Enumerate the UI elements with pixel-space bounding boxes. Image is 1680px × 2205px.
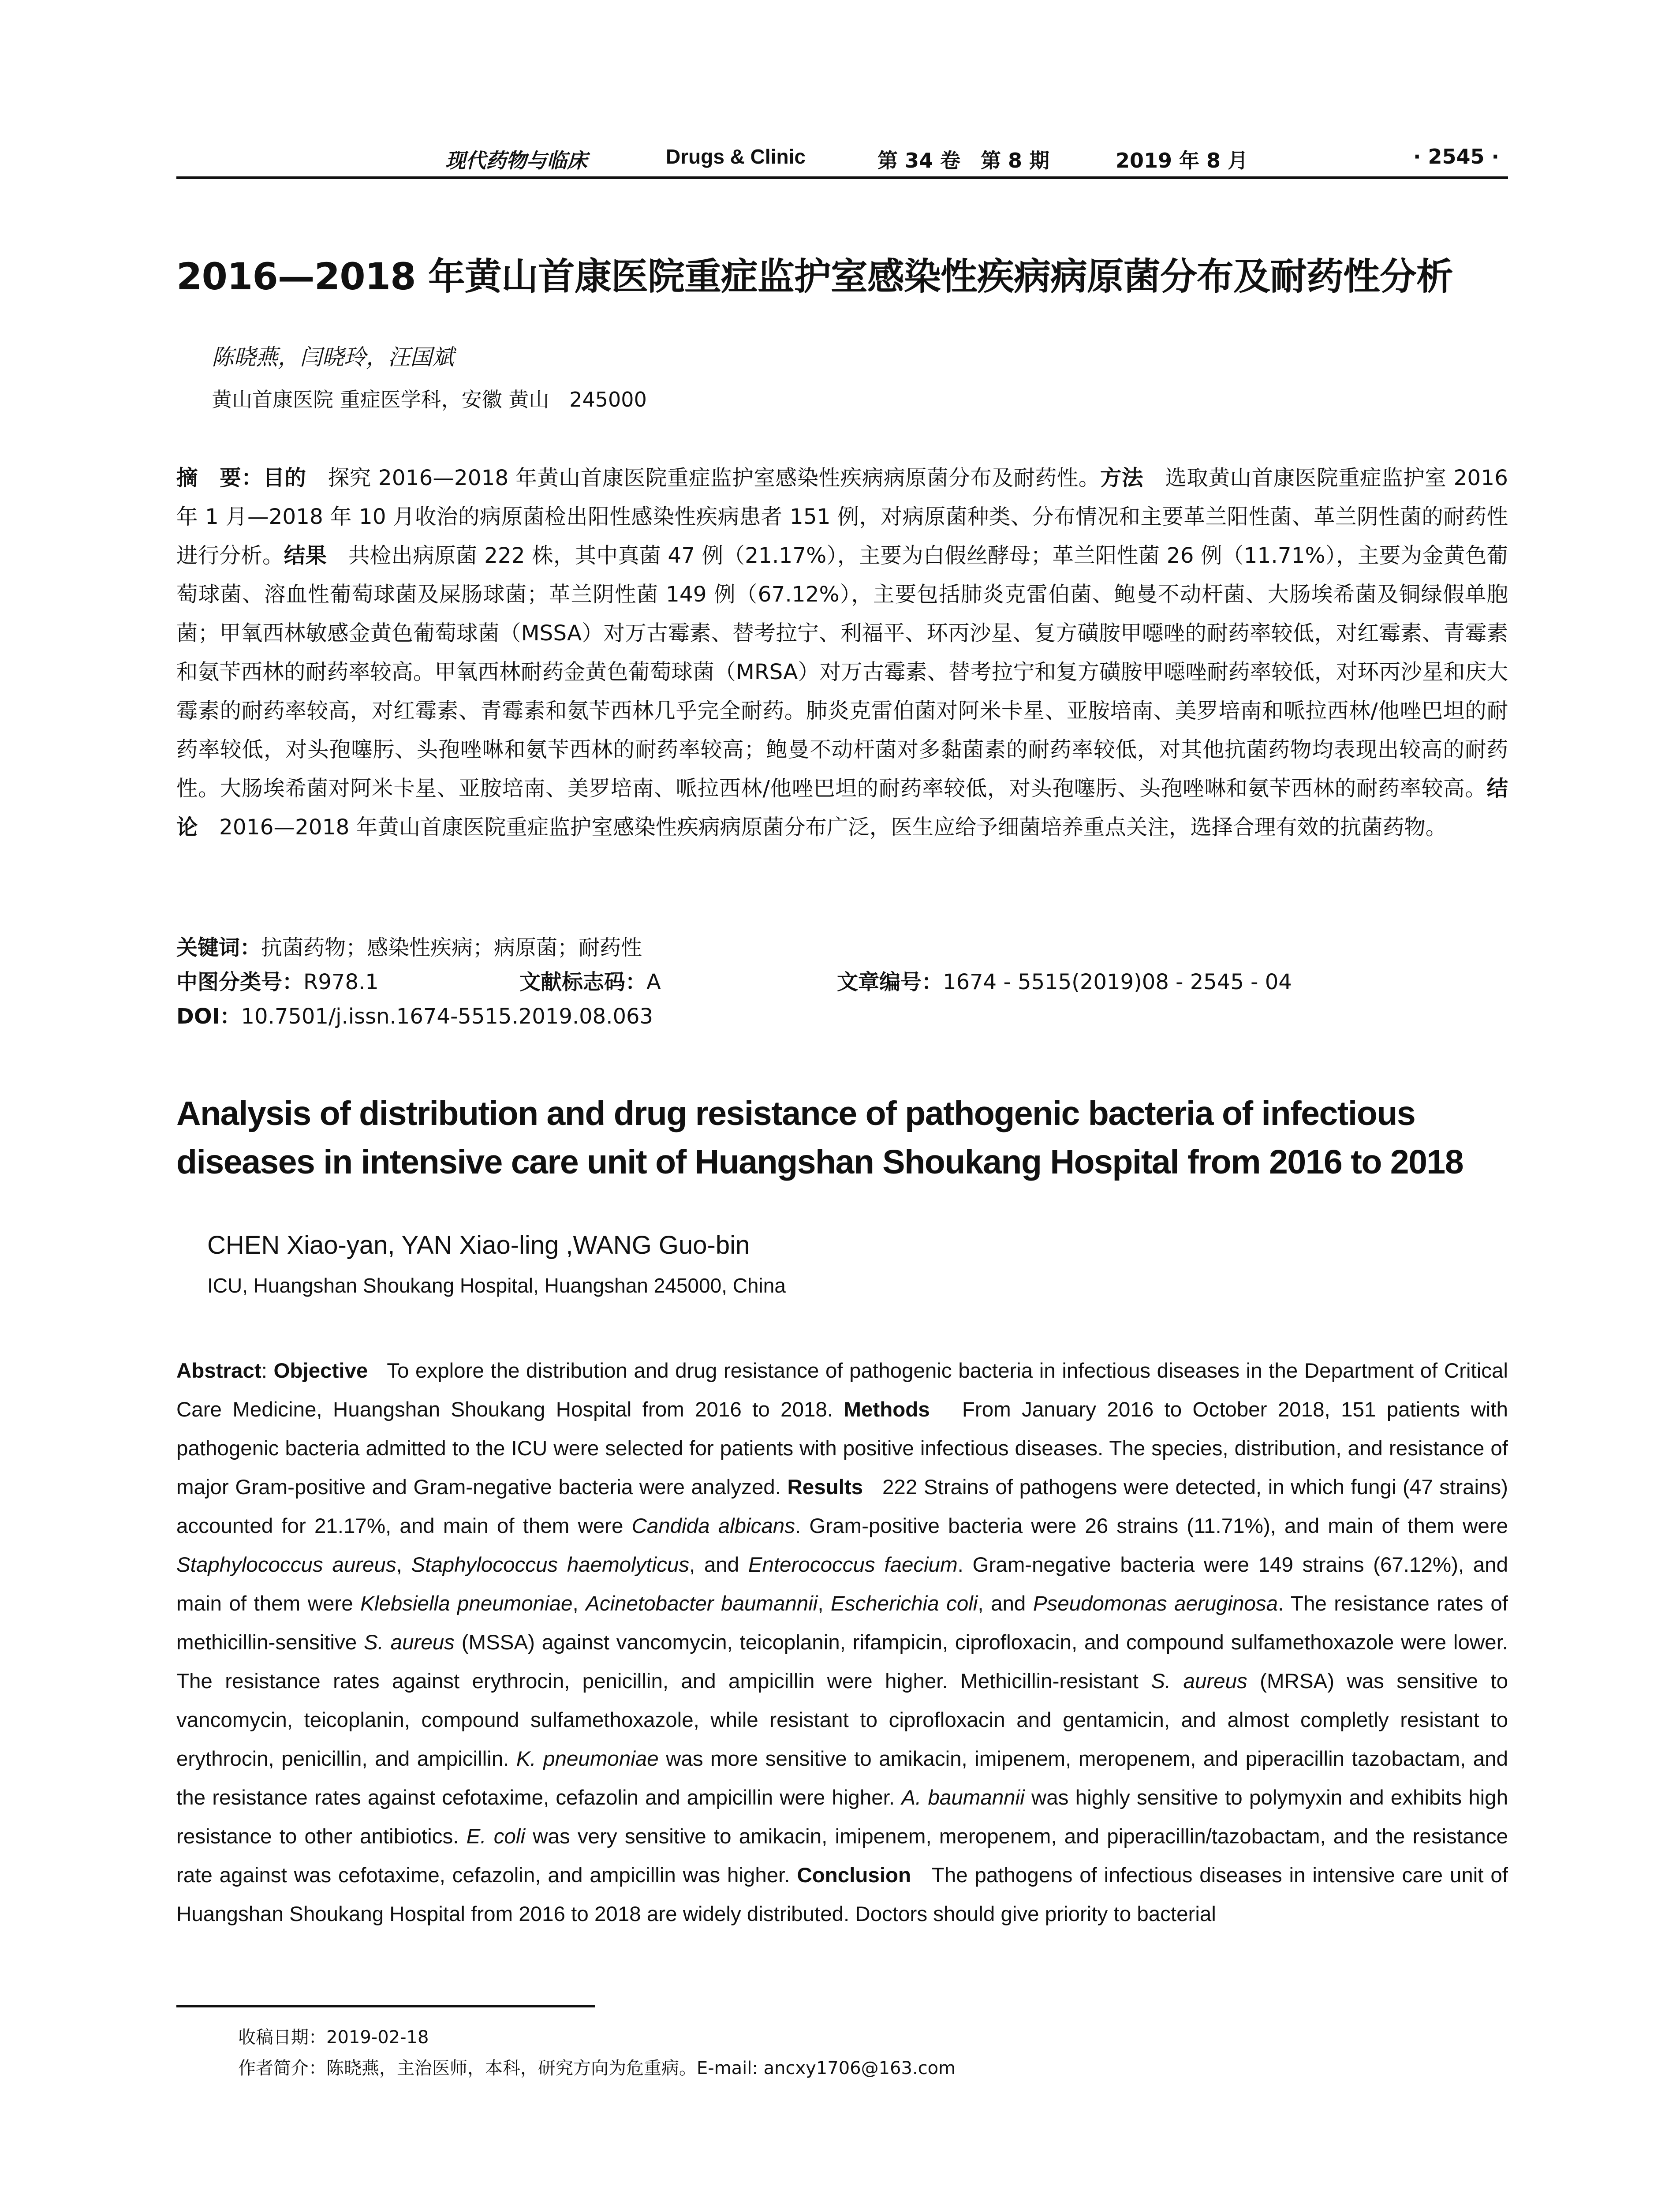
title-en-line-2: diseases in intensive care unit of Huangshan Shoukang Hospital from 2016 to 2018 — [176, 1143, 1463, 1181]
doc-code-value: A — [646, 970, 661, 994]
journal-name-en: Drugs & Clinic — [666, 145, 806, 168]
keywords-label: 关键词： — [176, 935, 261, 960]
results-label-cn: 结果 — [284, 543, 327, 568]
footnotes — [238, 2022, 956, 2084]
species-klebsiella: Klebsiella pneumoniae — [360, 1592, 573, 1615]
species-a-baumannii: A. baumannii — [901, 1786, 1025, 1809]
article-number — [837, 965, 1292, 999]
results-text-en-1: 222 Strains of pathogens were detected, in which fungi (47 strains) accounted for 21.17%, and main of them were — [176, 1476, 1508, 1538]
doi-line — [176, 999, 1508, 1034]
doi-value: 10.7501/j.issn.1674-5515.2019.08.063 — [241, 1004, 653, 1029]
conclusion-label-cn: 结论 — [176, 776, 1508, 840]
article-number-label: 文章编号： — [837, 970, 943, 994]
objective-label-cn: 目的 — [263, 466, 306, 490]
doc-code — [519, 965, 749, 999]
species-k-pneumoniae: K. pneumoniae — [516, 1747, 659, 1771]
results-text-en-3: . Gram-negative bacteria were 149 strains (67.12%), and main of them were — [176, 1553, 1508, 1615]
results-label-en: Results — [787, 1476, 863, 1499]
species-staph-haemolyticus: Staphylococcus haemolyticus — [411, 1553, 690, 1577]
species-s-aureus-1: S. aureus — [363, 1631, 455, 1654]
clc-label: 中图分类号： — [176, 970, 304, 994]
conclusion-text-cn: 2016—2018 年黄山首康医院重症监护室感染性疾病病原菌分布广泛，医生应给予细菌培养重点关注，选择合理有效的抗菌药物。 — [198, 815, 1447, 840]
results-text-en-7: was more sensitive to amikacin, imipenem, meropenem, and piperacillin tazobactam, and the resistance rates against cefotaxime, cefazolin and ampicillin were higher. — [176, 1747, 1508, 1809]
title-en-line-1: Analysis of distribution and drug resistance of pathogenic bacteria of infectious — [176, 1095, 1415, 1132]
results-text-en-4: . The resistance rates of methicillin-sensitive — [176, 1592, 1508, 1654]
authors-en: CHEN Xiao-yan, YAN Xiao-ling ,WANG Guo-bin — [207, 1231, 750, 1259]
results-text-en-5: (MSSA) against vancomycin, teicoplanin, rifampicin, ciprofloxacin, and compound sulfamethoxazole were lower. The resistance rates against erythrocin, penicillin, and ampicillin were higher. Methicillin-resistant — [176, 1631, 1508, 1693]
methods-text-cn: 选取黄山首康医院重症监护室 2016 年 1 月—2018 年 10 月收治的病原菌检出阳性感染性疾病患者 151 例，对病原菌种类、分布情况和主要革兰阳性菌、革兰阴性菌的耐药性进行分析。 — [176, 466, 1508, 568]
keywords-cn — [176, 931, 1508, 965]
footnote-divider — [176, 2005, 595, 2007]
clc-value: R978.1 — [303, 970, 379, 994]
keywords-value: 抗菌药物；感染性疾病；病原菌；耐药性 — [261, 935, 642, 960]
results-text-en-2: . Gram-positive bacteria were 26 strains (11.71%), and main of them were — [795, 1514, 1508, 1538]
journal-name-cn: 现代药物与临床 — [445, 149, 587, 172]
species-acinetobacter: Acinetobacter baumannii — [586, 1592, 818, 1615]
species-enterococcus: Enterococcus faecium — [748, 1553, 958, 1577]
received-date: 收稿日期：2019-02-18 — [238, 2027, 429, 2048]
species-candida: Candida albicans — [631, 1514, 795, 1538]
objective-text-cn: 探究 2016—2018 年黄山首康医院重症监护室感染性疾病病原菌分布及耐药性。 — [306, 466, 1100, 490]
doi-label: DOI： — [176, 1004, 241, 1029]
objective-label-en: Objective — [273, 1359, 368, 1383]
results-text-en-9: was very sensitive to amikacin, imipenem, meropenem, and piperacillin/tazobactam, and the resistance rate against was cefotaxime, cefazolin, and ampicillin was higher. — [176, 1825, 1508, 1887]
article-number-value: 1674 - 5515(2019)08 - 2545 - 04 — [943, 970, 1292, 994]
methods-label-en: Methods — [844, 1398, 930, 1421]
article-metadata — [176, 931, 1508, 1034]
author-bio: 作者简介：陈晓燕，主治医师，本科，研究方向为危重病。E-mail: ancxy1706@163.com — [238, 2058, 956, 2078]
doc-code-label: 文献标志码： — [519, 970, 647, 994]
conclusion-text-en: The pathogens of infectious diseases in intensive care unit of Huangshan Shoukang Hospital from 2016 to 2018 are widely distributed. Doctors should give priority to bacterial — [176, 1864, 1508, 1926]
page-number: · 2545 · — [1413, 145, 1499, 168]
species-staph-aureus: Staphylococcus aureus — [176, 1553, 396, 1577]
volume-issue: 第 34 卷 第 8 期 — [877, 149, 1050, 172]
running-header — [176, 141, 1508, 179]
abstract-cn-label: 摘 要： — [176, 466, 263, 490]
species-pseudomonas: Pseudomonas aeruginosa — [1033, 1592, 1278, 1615]
affiliation-en: ICU, Huangshan Shoukang Hospital, Huangshan 245000, China — [207, 1274, 786, 1297]
methods-label-cn: 方法 — [1100, 466, 1144, 490]
classification-line — [176, 965, 1508, 999]
species-escherichia: Escherichia coli — [831, 1592, 978, 1615]
species-e-coli: E. coli — [466, 1825, 526, 1848]
abstract-en-label: Abstract — [176, 1359, 261, 1383]
abstract-cn — [176, 459, 1508, 847]
title-cn: 2016—2018 年黄山首康医院重症监护室感染性疾病病原菌分布及耐药性分析 — [176, 255, 1453, 298]
authors-cn: 陈晓燕，闫晓玲，汪国斌 — [212, 344, 454, 370]
results-text-cn: 共检出病原菌 222 株，其中真菌 47 例（21.17%），主要为白假丝酵母；革兰阳性菌 26 例（11.71%），主要为金黄色葡萄球菌、溶血性葡萄球菌及屎肠球菌；革兰阴性菌 149 例（67.12%），主要包括肺炎克雷伯菌、鲍曼不动杆菌、大肠埃希菌及铜绿假单胞菌；甲氧西林敏感金黄色葡萄球菌（MSSA）对万古霉素、替考拉宁、利福平、环丙沙星、复方磺胺甲噁唑的耐药率较低，对红霉素、青霉素和氨苄西林的耐药率较高。甲氧西林耐药金黄色葡萄球菌（MRSA）对万古霉素、替考拉宁和复方磺胺甲噁唑耐药率较低，对环丙沙星和庆大霉素的耐药率较高，对红霉素、青霉素和氨苄西林几乎完全耐药。肺炎克雷伯菌对阿米卡星、亚胺培南、美罗培南和哌拉西林/他唑巴坦的耐药率较低，对头孢噻肟、头孢唑啉和氨苄西林的耐药率较高；鲍曼不动杆菌对多黏菌素的耐药率较低，对其他抗菌药物均表现出较高的耐药性。大肠埃希菌对阿米卡星、亚胺培南、美罗培南、哌拉西林/他唑巴坦的耐药率较低，对头孢噻肟、头孢唑啉和氨苄西林的耐药率较高。 — [176, 543, 1508, 801]
results-text-en-8: was highly sensitive to polymyxin and exhibits high resistance to other antibiotics. — [176, 1786, 1508, 1848]
results-text-en-6: (MRSA) was sensitive to vancomycin, teicoplanin, compound sulfamethoxazole, while resistant to ciprofloxacin and gentamicin, and almost completly resistant to erythrocin, penicillin, and ampicillin. — [176, 1670, 1508, 1771]
methods-text-en: From January 2016 to October 2018, 151 patients with pathogenic bacteria admitted to the ICU were selected for patients with positive infectious diseases. The species, distribution, and resistance of major Gram-positive and Gram-negative bacteria were analyzed. — [176, 1398, 1508, 1499]
objective-text-en: To explore the distribution and drug resistance of pathogenic bacteria in infectious diseases in the Department of Critical Care Medicine, Huangshan Shoukang Hospital from 2016 to 2018. — [176, 1359, 1508, 1421]
abstract-en: Abstract: Objective To explore the distribution and drug resistance of pathogenic bacteria in infectious diseases in the Department of Critical Care Medicine, Huangshan Shoukang Hospital from 2016 to 2018. Methods From January 2016 to October 2018, 151 patients with pathogenic bacteria admitted to the ICU were selected for patients with positive infectious diseases. The species, distribution, and resistance of major Gram-positive and Gram-negative bacteria were analyzed. Results 222 Strains of pathogens were detected, in which fungi (47 strains) accounted for 21.17%, and main of them were Candida albicans. Gram-positive bacteria were 26 strains (11.71%), and main of them were Staphylococcus aureus, Staphylococcus haemolyticus, and Enterococcus faecium. Gram-negative bacteria were 149 strains (67.12%), and main of them were Klebsiella pneumoniae, Acinetobacter baumannii, Escherichia coli, and Pseudomonas aeruginosa. The resistance rates of methicillin-sensitive S. aureus (MSSA) against vancomycin, teicoplanin, rifampicin, ciprofloxacin, and compound sulfamethoxazole were lower. The resistance rates against erythrocin, penicillin, and ampicillin were higher. Methicillin-resistant S. aureus (MRSA) was sensitive to vancomycin, teicoplanin, compound sulfamethoxazole, while resistant to ciprofloxacin and gentamicin, and almost completly resistant to erythrocin, penicillin, and ampicillin. K. pneumoniae was more sensitive to amikacin, imipenem, meropenem, and piperacillin tazobactam, and the resistance rates against cefotaxime, cefazolin and ampicillin were higher. A. baumannii was highly sensitive to polymyxin and exhibits high resistance to other antibiotics. E. coli was very sensitive to amikacin, imipenem, meropenem, and piperacillin/tazobactam, and the resistance rate against was cefotaxime, cefazolin, and ampicillin was higher. Conclusion The pathogens of infectious diseases in intensive care unit of Huangshan Shoukang Hospital from 2016 to 2018 are widely distributed. Doctors should give priority to bacterial — [176, 1359, 1508, 1926]
title-en — [176, 1089, 1508, 1186]
species-s-aureus-2: S. aureus — [1151, 1670, 1247, 1693]
conclusion-label-en: Conclusion — [797, 1864, 911, 1887]
affiliation-cn: 黄山首康医院 重症医学科，安徽 黄山 245000 — [212, 388, 647, 411]
issue-date: 2019 年 8 月 — [1116, 149, 1248, 172]
